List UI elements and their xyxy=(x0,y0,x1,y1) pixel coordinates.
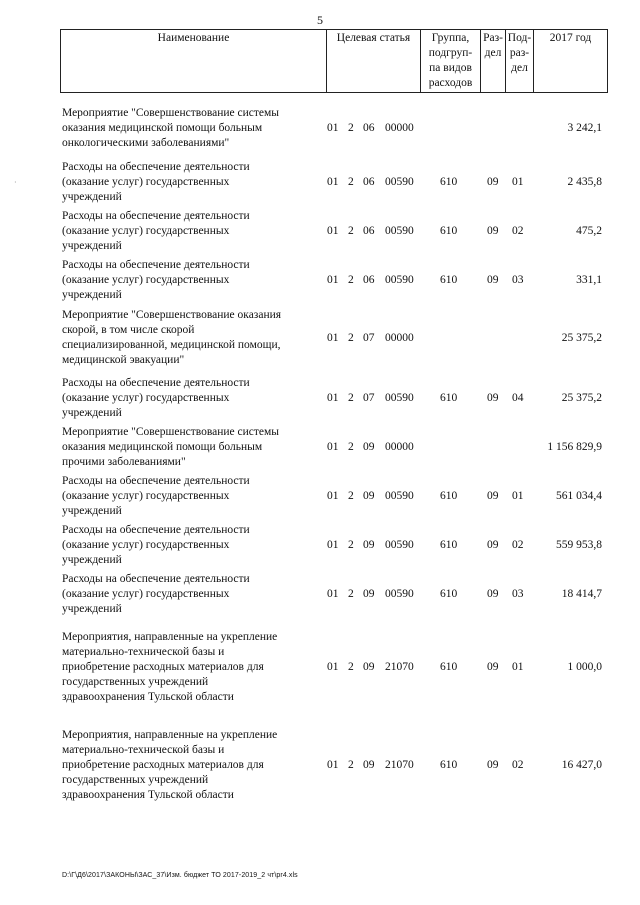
row-amount: 561 034,4 xyxy=(556,490,602,502)
row-c1: 01 xyxy=(327,225,339,237)
row-c2: 2 xyxy=(348,539,354,551)
row-c3: 06 xyxy=(363,225,375,237)
row-amount: 331,1 xyxy=(576,274,602,286)
row-name xyxy=(62,630,324,705)
row-name-line: приобретение расходных материалов для xyxy=(62,759,264,771)
row-name xyxy=(62,425,324,470)
row-podrazdel: 02 xyxy=(512,225,524,237)
row-name xyxy=(62,209,324,254)
row-name-line: материально-технической базы и xyxy=(62,744,225,756)
row-c1: 01 xyxy=(327,122,339,134)
header-year-label: 2017 год xyxy=(549,32,592,44)
row-amount: 1 000,0 xyxy=(567,661,602,673)
row-name xyxy=(62,308,324,368)
row-name-line: Мероприятие "Совершенствование системы xyxy=(62,107,280,119)
row-name-line: Расходы на обеспечение деятельности xyxy=(62,377,250,389)
header-group-line: расходов xyxy=(428,77,473,89)
header-group xyxy=(420,30,480,92)
row-name-line: (оказание услуг) государственных xyxy=(62,225,230,237)
row-c1: 01 xyxy=(327,274,339,286)
row-razdel: 09 xyxy=(487,392,499,404)
row-c4: 00590 xyxy=(385,225,414,237)
row-group: 610 xyxy=(440,176,458,188)
row-c4: 00590 xyxy=(385,392,414,404)
file-path-footer: D:\Г\Д6\2017\ЗАКОНЫ\ЗАС_37\Изм. бюджет ТО 2017-2019_2 чт\pr4.xls xyxy=(62,872,298,879)
header-group-line: па видов xyxy=(429,62,472,74)
row-name-line: (оказание услуг) государственных xyxy=(62,392,230,404)
row-name-line: Мероприятия, направленные на укрепление xyxy=(62,631,278,643)
header-name-label: Наименование xyxy=(157,32,230,44)
row-group: 610 xyxy=(440,274,458,286)
row-name-line: Расходы на обеспечение деятельности xyxy=(62,161,250,173)
row-razdel: 09 xyxy=(487,588,499,600)
row-name-line: медицинской эвакуации" xyxy=(62,354,185,366)
row-c3: 07 xyxy=(363,392,375,404)
row-name-line: учреждений xyxy=(62,505,122,517)
row-amount: 475,2 xyxy=(576,225,602,237)
row-c4: 21070 xyxy=(385,759,414,771)
row-razdel: 09 xyxy=(487,274,499,286)
row-c4: 00000 xyxy=(385,122,414,134)
row-amount: 16 427,0 xyxy=(561,759,602,771)
header-target-label: Целевая статья xyxy=(336,32,411,44)
row-c2: 2 xyxy=(348,441,354,453)
row-c4: 00590 xyxy=(385,274,414,286)
header-group-line: подгруп- xyxy=(428,47,473,59)
row-name-line: Мероприятие "Совершенствование системы xyxy=(62,426,280,438)
row-name-line: специализированной, медицинской помощи, xyxy=(62,339,281,351)
row-c2: 2 xyxy=(348,122,354,134)
row-c1: 01 xyxy=(327,759,339,771)
row-c1: 01 xyxy=(327,392,339,404)
row-c1: 01 xyxy=(327,661,339,673)
row-name xyxy=(62,376,324,421)
row-group: 610 xyxy=(440,661,458,673)
row-name-line: (оказание услуг) государственных xyxy=(62,539,230,551)
row-c1: 01 xyxy=(327,441,339,453)
row-c4: 00590 xyxy=(385,176,414,188)
row-name-line: (оказание услуг) государственных xyxy=(62,490,230,502)
row-name-line: (оказание услуг) государственных xyxy=(62,588,230,600)
row-name-line: Расходы на обеспечение деятельности xyxy=(62,524,250,536)
page-number: 5 xyxy=(317,13,323,27)
row-name-line: учреждений xyxy=(62,554,122,566)
header-target xyxy=(326,30,420,92)
row-name xyxy=(62,728,324,803)
row-c2: 2 xyxy=(348,392,354,404)
row-podrazdel: 03 xyxy=(512,274,524,286)
row-name-line: прочими заболеваниями" xyxy=(62,456,186,468)
row-podrazdel: 01 xyxy=(512,661,524,673)
row-group: 610 xyxy=(440,225,458,237)
row-c3: 09 xyxy=(363,441,375,453)
row-c2: 2 xyxy=(348,490,354,502)
row-name-line: материально-технической базы и xyxy=(62,646,225,658)
row-group: 610 xyxy=(440,759,458,771)
row-name-line: здравоохранения Тульской области xyxy=(62,691,234,703)
row-c4: 00590 xyxy=(385,490,414,502)
row-name-line: учреждений xyxy=(62,191,122,203)
row-amount: 2 435,8 xyxy=(567,176,602,188)
row-razdel: 09 xyxy=(487,661,499,673)
row-razdel: 09 xyxy=(487,490,499,502)
row-group: 610 xyxy=(440,490,458,502)
row-amount: 3 242,1 xyxy=(567,122,602,134)
row-podrazdel: 02 xyxy=(512,539,524,551)
row-name-line: учреждений xyxy=(62,603,122,615)
header-podrazdel-line: раз- xyxy=(509,47,530,59)
row-c3: 09 xyxy=(363,588,375,600)
row-name-line: Расходы на обеспечение деятельности xyxy=(62,210,250,222)
row-c2: 2 xyxy=(348,225,354,237)
row-name-line: (оказание услуг) государственных xyxy=(62,274,230,286)
row-name-line: учреждений xyxy=(62,407,122,419)
row-name xyxy=(62,106,324,151)
row-name xyxy=(62,160,324,205)
row-c1: 01 xyxy=(327,539,339,551)
header-podrazdel-line: Под- xyxy=(507,32,532,44)
row-name xyxy=(62,572,324,617)
row-c4: 00000 xyxy=(385,332,414,344)
row-c1: 01 xyxy=(327,490,339,502)
row-c3: 06 xyxy=(363,274,375,286)
row-name-line: Расходы на обеспечение деятельности xyxy=(62,573,250,585)
row-podrazdel: 01 xyxy=(512,176,524,188)
row-name-line: приобретение расходных материалов для xyxy=(62,661,264,673)
header-razdel-line: дел xyxy=(484,47,502,59)
row-c2: 2 xyxy=(348,588,354,600)
row-c3: 09 xyxy=(363,759,375,771)
row-name-line: Расходы на обеспечение деятельности xyxy=(62,475,250,487)
row-podrazdel: 02 xyxy=(512,759,524,771)
row-c3: 09 xyxy=(363,539,375,551)
header-razdel xyxy=(480,30,505,92)
row-name-line: (оказание услуг) государственных xyxy=(62,176,230,188)
row-razdel: 09 xyxy=(487,539,499,551)
row-c1: 01 xyxy=(327,176,339,188)
header-podrazdel-line: дел xyxy=(511,62,528,74)
row-c2: 2 xyxy=(348,661,354,673)
row-podrazdel: 03 xyxy=(512,588,524,600)
row-name-line: скорой, в том числе скорой xyxy=(62,324,195,336)
row-c3: 06 xyxy=(363,176,375,188)
row-c1: 01 xyxy=(327,332,339,344)
row-amount: 25 375,2 xyxy=(561,392,602,404)
row-podrazdel: 01 xyxy=(512,490,524,502)
row-name-line: оказания медицинской помощи больным xyxy=(62,122,263,134)
row-name-line: Расходы на обеспечение деятельности xyxy=(62,259,250,271)
row-name-line: оказания медицинской помощи больным xyxy=(62,441,263,453)
row-name-line: онкологическими заболеваниями" xyxy=(62,137,230,149)
row-name-line: государственных учреждений xyxy=(62,676,209,688)
row-name xyxy=(62,474,324,519)
header-group-line: Группа, xyxy=(431,32,470,44)
row-amount: 18 414,7 xyxy=(561,588,602,600)
row-group: 610 xyxy=(440,588,458,600)
row-c4: 00590 xyxy=(385,588,414,600)
row-c2: 2 xyxy=(348,176,354,188)
row-name-line: учреждений xyxy=(62,289,122,301)
row-c2: 2 xyxy=(348,274,354,286)
row-c3: 07 xyxy=(363,332,375,344)
row-group: 610 xyxy=(440,539,458,551)
row-podrazdel: 04 xyxy=(512,392,524,404)
row-c3: 06 xyxy=(363,122,375,134)
header-razdel-line: Раз- xyxy=(483,32,503,44)
row-amount: 1 156 829,9 xyxy=(547,441,602,453)
row-razdel: 09 xyxy=(487,176,499,188)
row-name-line: Мероприятия, направленные на укрепление xyxy=(62,729,278,741)
margin-mark: · xyxy=(14,178,17,187)
row-name xyxy=(62,258,324,303)
row-c2: 2 xyxy=(348,332,354,344)
row-c4: 00000 xyxy=(385,441,414,453)
row-c1: 01 xyxy=(327,588,339,600)
row-amount: 559 953,8 xyxy=(556,539,602,551)
header-podrazdel xyxy=(505,30,533,92)
row-c4: 21070 xyxy=(385,661,414,673)
row-group: 610 xyxy=(440,392,458,404)
row-name-line: учреждений xyxy=(62,240,122,252)
row-name-line: Мероприятие "Совершенствование оказания xyxy=(62,309,282,321)
row-name-line: здравоохранения Тульской области xyxy=(62,789,234,801)
table-header xyxy=(60,29,608,93)
row-c3: 09 xyxy=(363,490,375,502)
header-name xyxy=(61,30,326,92)
row-amount: 25 375,2 xyxy=(561,332,602,344)
row-razdel: 09 xyxy=(487,759,499,771)
row-name-line: государственных учреждений xyxy=(62,774,209,786)
row-c4: 00590 xyxy=(385,539,414,551)
row-name xyxy=(62,523,324,568)
row-c3: 09 xyxy=(363,661,375,673)
row-c2: 2 xyxy=(348,759,354,771)
row-razdel: 09 xyxy=(487,225,499,237)
header-year xyxy=(533,30,607,92)
